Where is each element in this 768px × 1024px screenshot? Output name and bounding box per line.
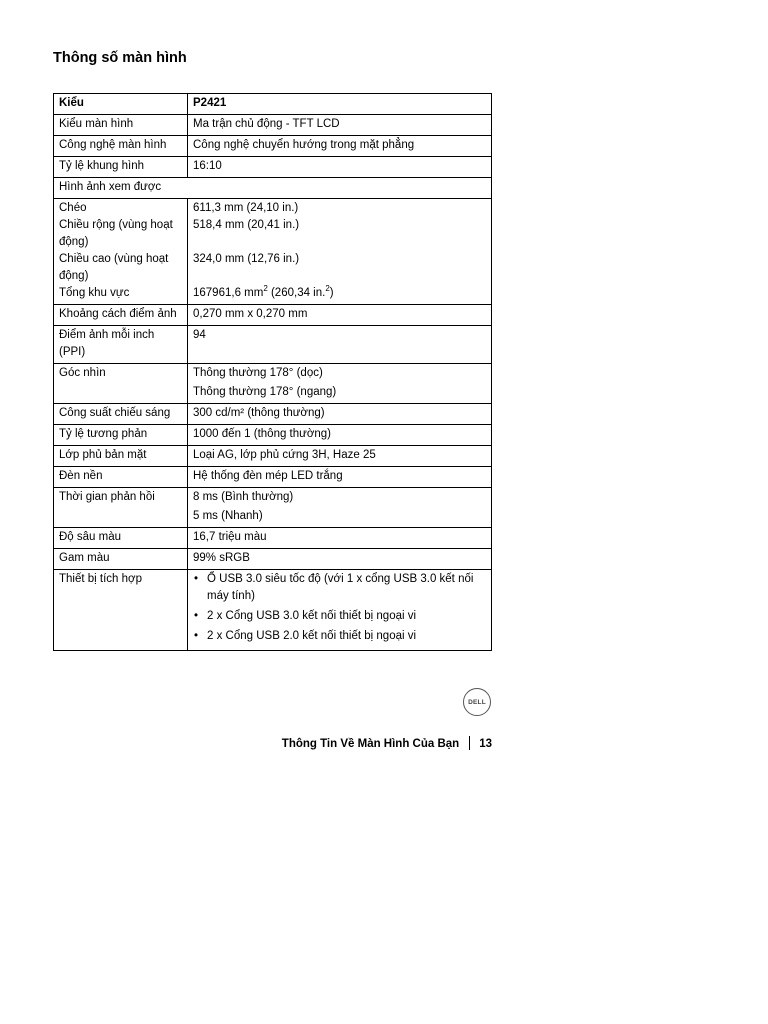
viewable-labels [54, 199, 188, 305]
area-sup: 2 [263, 284, 268, 294]
row-label: Tỷ lệ tương phản [54, 425, 188, 446]
device-list [193, 571, 486, 645]
row-label: Công nghệ màn hình [54, 136, 188, 157]
table-row [54, 488, 492, 528]
header-value: P2421 [188, 94, 492, 115]
row-value: 16:10 [188, 157, 492, 178]
row-label: Thiết bị tích hợp [54, 570, 188, 651]
row-label: Công suất chiếu sáng [54, 404, 188, 425]
table-row [54, 157, 492, 178]
table-row [54, 136, 492, 157]
viewing-angle-horizontal: Thông thường 178° (ngang) [193, 386, 337, 398]
list-item: • 2 x Cổng USB 3.0 kết nối thiết bị ngoại vi [193, 608, 486, 625]
area-value-part: ) [329, 287, 334, 299]
row-value [188, 488, 492, 528]
row-value: Hệ thống đèn mép LED trắng [188, 467, 492, 488]
area-value-part: (260,34 in. [267, 287, 326, 299]
table-row [54, 404, 492, 425]
diagonal-label: Chéo [59, 202, 87, 214]
row-value [188, 570, 492, 651]
diagonal-value: 611,3 mm (24,10 in.) [193, 202, 299, 214]
row-label: Tỷ lệ khung hình [54, 157, 188, 178]
logo-text: DELL [468, 698, 486, 706]
page-footer [0, 736, 492, 750]
viewable-row [54, 199, 492, 305]
area-value [193, 285, 486, 302]
row-value: Ma trận chủ động - TFT LCD [188, 115, 492, 136]
table-row [54, 467, 492, 488]
row-value: Công nghệ chuyển hướng trong mặt phẳng [188, 136, 492, 157]
row-label: Gam màu [54, 549, 188, 570]
area-sup: 2 [325, 284, 330, 294]
table-section-row [54, 178, 492, 199]
row-label: Đèn nền [54, 467, 188, 488]
page-title: Thông số màn hình [53, 50, 187, 66]
table-row [54, 326, 492, 364]
row-label: Độ sâu màu [54, 528, 188, 549]
width-label: Chiều rộng (vùng hoạt động) [59, 219, 173, 248]
row-value: 99% sRGB [188, 549, 492, 570]
row-value [188, 364, 492, 404]
table-row [54, 364, 492, 404]
viewable-values [188, 199, 492, 305]
row-value: 94 [188, 326, 492, 364]
viewing-angle-vertical: Thông thường 178° (dọc) [193, 367, 323, 379]
table-row [54, 425, 492, 446]
row-label: Kiểu màn hình [54, 115, 188, 136]
table-row [54, 446, 492, 467]
row-value: 0,270 mm x 0,270 mm [188, 305, 492, 326]
row-value: 1000 đến 1 (thông thường) [188, 425, 492, 446]
list-item: • 2 x Cổng USB 2.0 kết nối thiết bị ngoại vi [193, 628, 486, 645]
table-row [54, 305, 492, 326]
spec-table [53, 93, 492, 651]
row-value: Loại AG, lớp phủ cứng 3H, Haze 25 [188, 446, 492, 467]
page-number: 13 [479, 738, 492, 750]
table-row [54, 528, 492, 549]
height-value: 324,0 mm (12,76 in.) [193, 253, 300, 265]
width-value: 518,4 mm (20,41 in.) [193, 219, 300, 231]
table-row [54, 570, 492, 651]
row-value: 300 cd/m² (thông thường) [188, 404, 492, 425]
table-row [54, 115, 492, 136]
row-label: Lớp phủ bản mặt [54, 446, 188, 467]
dell-logo-icon [463, 688, 491, 716]
list-item: • Ổ USB 3.0 siêu tốc độ (với 1 x cổng USB 3.0 kết nối máy tính) [193, 571, 486, 605]
viewable-heading: Hình ảnh xem được [54, 178, 492, 199]
row-label: Khoảng cách điểm ảnh [54, 305, 188, 326]
area-value-part: 167961,6 mm [193, 287, 264, 299]
response-fast: 5 ms (Nhanh) [193, 510, 263, 522]
response-normal: 8 ms (Bình thường) [193, 491, 294, 503]
row-label: Góc nhìn [54, 364, 188, 404]
table-row [54, 549, 492, 570]
table-header-row [54, 94, 492, 115]
area-label: Tổng khu vực [59, 287, 130, 299]
row-label: Điểm ảnh mỗi inch (PPI) [54, 326, 188, 364]
header-label: Kiểu [54, 94, 188, 115]
footer-divider [469, 736, 470, 750]
row-value: 16,7 triệu màu [188, 528, 492, 549]
footer-section-title: Thông Tin Về Màn Hình Của Bạn [281, 738, 460, 750]
row-label: Thời gian phản hồi [54, 488, 188, 528]
height-label: Chiều cao (vùng hoạt động) [59, 253, 169, 282]
